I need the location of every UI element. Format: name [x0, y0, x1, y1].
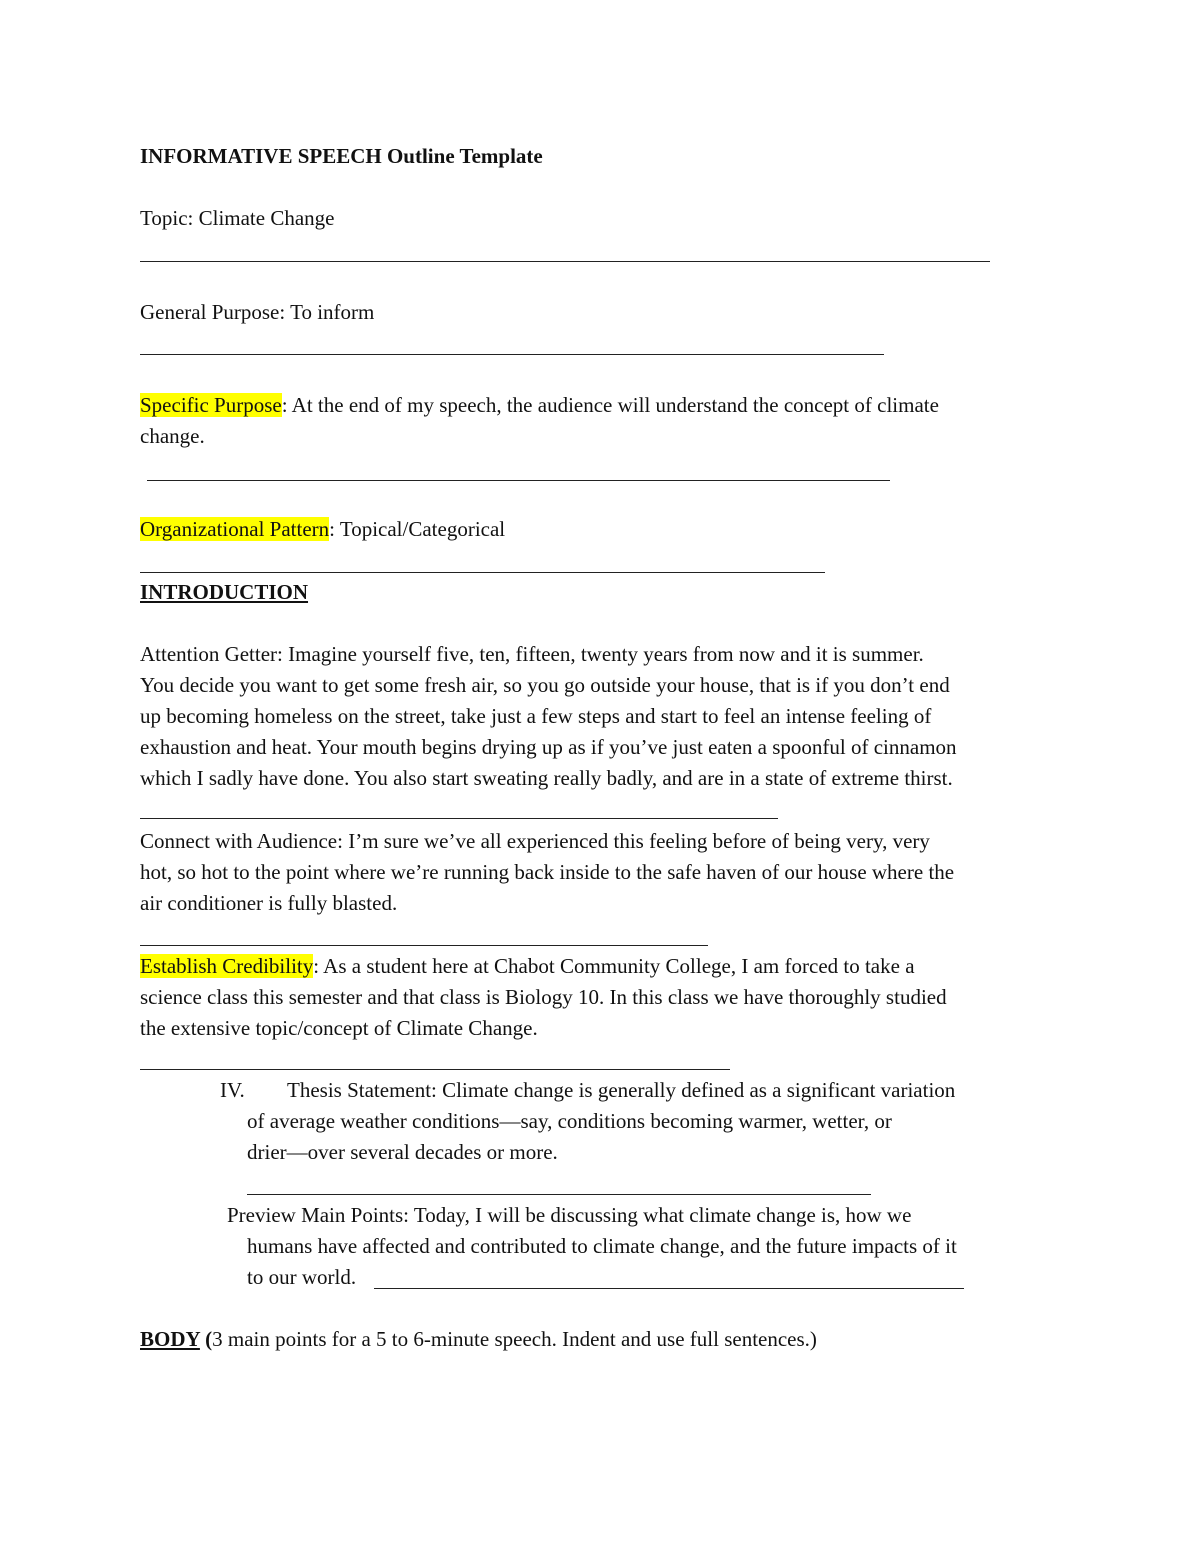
- credibility-text: : As a student here at Chabot Community College, I am forced to take a: [313, 954, 915, 978]
- specific-purpose-rule: [147, 480, 890, 481]
- doc-title: INFORMATIVE SPEECH Outline Template: [140, 144, 543, 168]
- connect-audience-line: air conditioner is fully blasted.: [140, 891, 398, 915]
- specific-purpose-text-cont: change.: [140, 424, 205, 448]
- thesis-numeral: IV.: [220, 1078, 245, 1102]
- specific-purpose-line: [140, 390, 939, 421]
- introduction-heading: INTRODUCTION: [140, 580, 309, 604]
- attention-getter-line: exhaustion and heat. Your mouth begins drying up as if you’ve just eaten a spoonful of cinnamon: [140, 735, 957, 759]
- preview-line: Preview Main Points: Today, I will be discussing what climate change is, how we: [227, 1203, 912, 1227]
- attention-getter-line: You decide you want to get some fresh air, so you go outside your house, that is if you don’t end: [140, 673, 950, 697]
- credibility-line: [140, 951, 915, 982]
- specific-purpose-label: Specific Purpose: [140, 393, 282, 417]
- body-note: 3 main points for a 5 to 6-minute speech. Indent and use full sentences.): [212, 1327, 817, 1351]
- thesis-line: of average weather conditions—say, conditions becoming warmer, wetter, or: [247, 1109, 892, 1133]
- attention-getter-line: up becoming homeless on the street, take just a few steps and start to feel an intense feeling of: [140, 704, 932, 728]
- topic-answer-rule: [140, 261, 990, 262]
- organizational-pattern-line: [140, 514, 505, 545]
- thesis-rule: [247, 1194, 871, 1195]
- preview-rule: [374, 1288, 964, 1289]
- general-purpose-rule: [140, 354, 884, 355]
- preview-line: to our world.: [247, 1265, 357, 1289]
- thesis-line: Thesis Statement: Climate change is generally defined as a significant variation: [287, 1078, 956, 1102]
- credibility-label: Establish Credibility: [140, 954, 314, 978]
- organizational-pattern-rule: [140, 572, 825, 573]
- connect-audience-line: Connect with Audience: I’m sure we’ve all experienced this feeling before of being very, very: [140, 829, 930, 853]
- attention-getter-line: which I sadly have done. You also start sweating really badly, and are in a state of extreme thirst.: [140, 766, 953, 790]
- specific-purpose-text: : At the end of my speech, the audience will understand the concept of climate: [281, 393, 939, 417]
- credibility-line: science class this semester and that class is Biology 10. In this class we have thoroughly studied: [140, 985, 947, 1009]
- attention-getter-rule: [140, 818, 778, 819]
- preview-line: humans have affected and contributed to climate change, and the future impacts of it: [247, 1234, 957, 1258]
- connect-audience-line: hot, so hot to the point where we’re running back inside to the safe haven of our house where the: [140, 860, 955, 884]
- attention-getter-line: Attention Getter: Imagine yourself five, ten, fifteen, twenty years from now and it is summer.: [140, 642, 924, 666]
- credibility-line: the extensive topic/concept of Climate Change.: [140, 1016, 538, 1040]
- organizational-pattern-label: Organizational Pattern: [140, 517, 330, 541]
- thesis-line: drier—over several decades or more.: [247, 1140, 558, 1164]
- body-paren: (: [199, 1327, 213, 1351]
- body-heading: BODY: [140, 1327, 200, 1351]
- organizational-pattern-text: : Topical/Categorical: [329, 517, 506, 541]
- topic-line: Topic: Climate Change: [140, 206, 335, 230]
- body-line: [140, 1324, 817, 1355]
- general-purpose-line: General Purpose: To inform: [140, 300, 375, 324]
- credibility-rule: [140, 1069, 730, 1070]
- connect-audience-rule: [140, 945, 708, 946]
